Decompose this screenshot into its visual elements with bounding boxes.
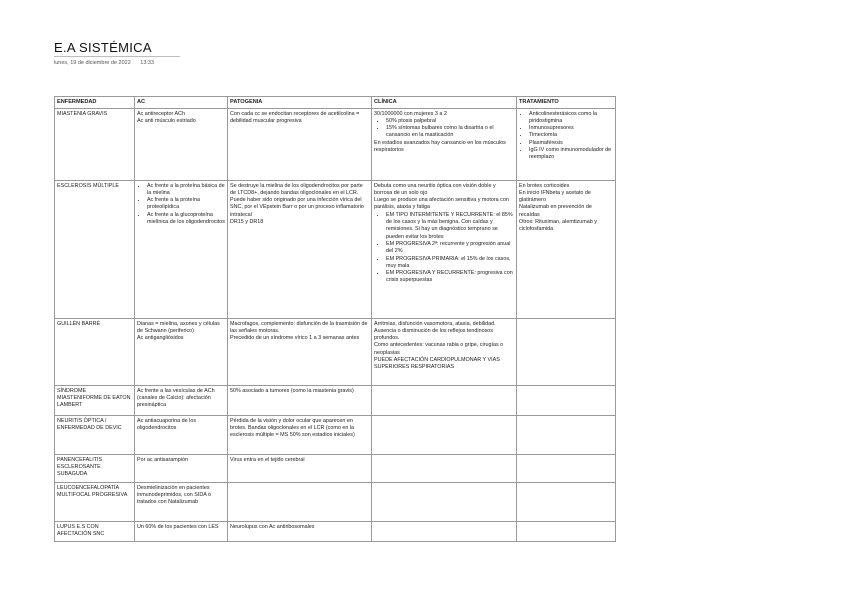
cell-enfermedad: PANENCEFALITIS ESCLEROSANTE SUBAGUDA	[55, 454, 135, 482]
cell-line: Ac frente a las vesículas de ACh (canales de Calcio): afectación presináptica	[137, 387, 215, 409]
table-row	[55, 482, 616, 521]
page-meta	[54, 60, 154, 66]
cell-enfermedad: MIASTENIA GRAVIS	[55, 108, 135, 180]
page-time: 13:33	[140, 60, 155, 66]
cell-tratamiento	[517, 454, 616, 482]
cell-ac	[135, 454, 228, 482]
table-row	[55, 385, 616, 415]
cell-clinica	[372, 482, 517, 521]
cell-line: Ac anti músculo estriado	[137, 117, 196, 124]
list-item: • 15% síntomas bulbares como la disartria o el cansancio en la masticación	[386, 125, 514, 140]
cell-clinica	[372, 318, 517, 385]
cell-line: Pérdida de la visión y dolor ocular que aparecen en brotes. Bandas oligoclonales en el LCR (como en la esclerosis múltiple = MS 50% son estadios iniciales)	[230, 417, 355, 439]
cell-enfermedad: ESCLEROSIS MÚLTIPLE	[55, 180, 135, 318]
table-row	[55, 454, 616, 482]
cell-enfermedad: SÍNDROME MIASTENIFORME DE EATON LAMBERT	[55, 385, 135, 415]
cell-line: Macrofagos, complemento: disfunción de la trasmisión de las señales motoras.	[230, 320, 368, 334]
cell-tratamiento	[517, 108, 616, 180]
tratamiento-list	[519, 111, 613, 162]
list-item: • EM PROGRESIVA Y RECURRENTE: progresiva con crisis superpuestas	[386, 270, 514, 285]
ac-list	[137, 183, 225, 227]
list-item: • Inmunosupresores	[529, 125, 613, 132]
cell-line: Desmielinización en pacientes inmunodeprimidos, con SIDA o tratados con Natalizumab	[137, 484, 212, 506]
cell-ac	[135, 385, 228, 415]
cell-line: En inicio IFNbeta y acetato de glatirámero	[519, 189, 591, 204]
cell-enfermedad: GUILLÉN BARRÉ	[55, 318, 135, 385]
cell-clinica	[372, 415, 517, 454]
cell-patogenia	[228, 415, 372, 454]
cell-ac	[135, 318, 228, 385]
list-item: • IgG IV como inmunomodulador de reemplazo	[529, 147, 613, 162]
cell-line: Como antecedentes: vacunas rabia o gripe, cirugías o neoplasias	[374, 342, 504, 356]
cell-line: Ac antiacuaporina de los oligodendrocitos	[137, 417, 197, 431]
cell-line: Debuta como una neuritis óptica con visión doble y borrosa de un solo ojo	[374, 182, 496, 196]
list-item: • EM PROGRESIVA PRIMARIA: el 15% de los casos, muy mala	[386, 256, 514, 271]
cell-line: Un 60% de los pacientes con LES	[137, 523, 219, 530]
cell-line: Puede haber sido originado por una infección vírica del SNC, por el VEpstein Barr o por un proceso inflamatorio intratecal	[230, 197, 364, 218]
list-item: • EM TIPO INTERMITENTE Y RECURRENTE: el 85% de los casos y la más benigna. Con caídas y remisiones. Si hay un diagnóstico temprano se pueden evitar los brotes	[386, 212, 514, 241]
cell-patogenia	[228, 318, 372, 385]
header-patogenia: PATOGENIA	[228, 97, 372, 109]
clinica-list	[374, 212, 514, 285]
cell-line: 50% asociado a tumores (como la miastenia gravis)	[230, 387, 354, 394]
cell-ac	[135, 108, 228, 180]
cell-tratamiento	[517, 482, 616, 521]
cell-ac	[135, 415, 228, 454]
cell-line: Ac antireceptor ACh	[137, 110, 185, 117]
page-date: lunes, 19 de diciembre de 2022	[54, 60, 131, 66]
cell-clinica	[372, 180, 517, 318]
table-row	[55, 318, 616, 385]
cell-enfermedad: NEURITIS ÓPTICA / ENFERMEDAD DE DEVIC	[55, 415, 135, 454]
cell-enfermedad: LEUCOENCEFALOPATÍA MULTIFOCAL PROGRESIVA	[55, 482, 135, 521]
list-item: • Timectomía	[529, 132, 613, 139]
cell-line: En estadios avanzados hay cansancio en los músculos respiratorios	[374, 139, 506, 154]
cell-line: Otros: Rituximan, alemtizumab y ciclofosfamida	[519, 219, 597, 233]
cell-line: Neurolupus con Ac antiribosomales	[230, 523, 315, 530]
cell-enfermedad: LUPUS E.S CON AFECTACIÓN SNC	[55, 521, 135, 541]
header-ac: AC	[135, 97, 228, 109]
list-item: • Ac frente a la proteína proteolipídica	[147, 197, 225, 212]
cell-patogenia	[228, 482, 372, 521]
cell-tratamiento	[517, 180, 616, 318]
clinica-list	[374, 118, 514, 140]
cell-patogenia	[228, 385, 372, 415]
cell-ac	[135, 521, 228, 541]
disease-table	[54, 96, 616, 542]
cell-line: Luego se produce una afectación sensitiva y motora con parálisis, ataxia y fatiga	[374, 197, 509, 211]
table-header-row	[55, 97, 616, 109]
cell-line: Con cada cc se endocitan receptores de acetilcolina = debilidad muscular progresiva	[230, 110, 360, 124]
cell-line: Ac antigangliósidos	[137, 335, 184, 342]
list-item: • Plasmaféresis	[529, 140, 613, 147]
cell-patogenia	[228, 180, 372, 318]
cell-patogenia	[228, 108, 372, 180]
cell-clinica	[372, 454, 517, 482]
header-enfermedad: ENFERMEDAD	[55, 97, 135, 109]
cell-tratamiento	[517, 318, 616, 385]
table-row	[55, 180, 616, 318]
table-row	[55, 108, 616, 180]
title-underline	[54, 56, 180, 57]
cell-line: PUEDE AFECTACIÓN CARDIOPULMONAR Y VÍAS SUPERIORES RESPIRATORIAS	[374, 357, 500, 371]
cell-line: Natalizumab en prevención de recaídas	[519, 204, 592, 218]
cell-line: DR15 y DR18	[230, 219, 264, 226]
cell-line: En brotes corticoides	[519, 182, 570, 189]
list-item: • Ac frente a la glucoproteína mielínica de los oligodendrocitos	[147, 212, 225, 227]
cell-clinica	[372, 108, 517, 180]
cell-patogenia	[228, 521, 372, 541]
cell-line: Se destruye la mielina de los oligodendrocitos por parte de LTCD8+, dejando bandas oligoclonales en el LCR.	[230, 182, 363, 196]
cell-line: Precedido de un síndrome vírico 1 a 3 semanas antes	[230, 335, 360, 342]
list-item: • Ac frente a la proteína básica de la mielina	[147, 183, 225, 198]
cell-line: Arritmias, disfunción vasomotora, ataxia, debilidad. Ausencia o disminución de los reflejos tendinosos profundos.	[374, 320, 496, 342]
cell-line: Dianas = mielina, axones y células de Schwann (periferico)	[137, 320, 220, 334]
cell-tratamiento	[517, 415, 616, 454]
cell-line: 30/1000000 con mujeres 3 a 2	[374, 110, 447, 117]
list-item: • Anticolinesterásicos como la piridostigmina	[529, 111, 613, 126]
cell-tratamiento	[517, 385, 616, 415]
list-item: • EM PROGRESIVA 2ª: recurrente y progresión anual del 2%	[386, 241, 514, 256]
cell-ac	[135, 180, 228, 318]
cell-line: Virus entra en el tejido cerebral	[230, 456, 305, 463]
cell-clinica	[372, 385, 517, 415]
page-title: E.A SISTÉMICA	[54, 40, 152, 55]
header-tratamiento: TRATAMIENTO	[517, 97, 616, 109]
cell-tratamiento	[517, 521, 616, 541]
cell-ac	[135, 482, 228, 521]
list-item: • 50% ptosis palpebral	[386, 118, 514, 125]
cell-patogenia	[228, 454, 372, 482]
cell-clinica	[372, 521, 517, 541]
cell-line: Por ac antisarampión	[137, 456, 188, 463]
table-row	[55, 415, 616, 454]
header-clinica: CLÍNICA	[372, 97, 517, 109]
table-row	[55, 521, 616, 541]
